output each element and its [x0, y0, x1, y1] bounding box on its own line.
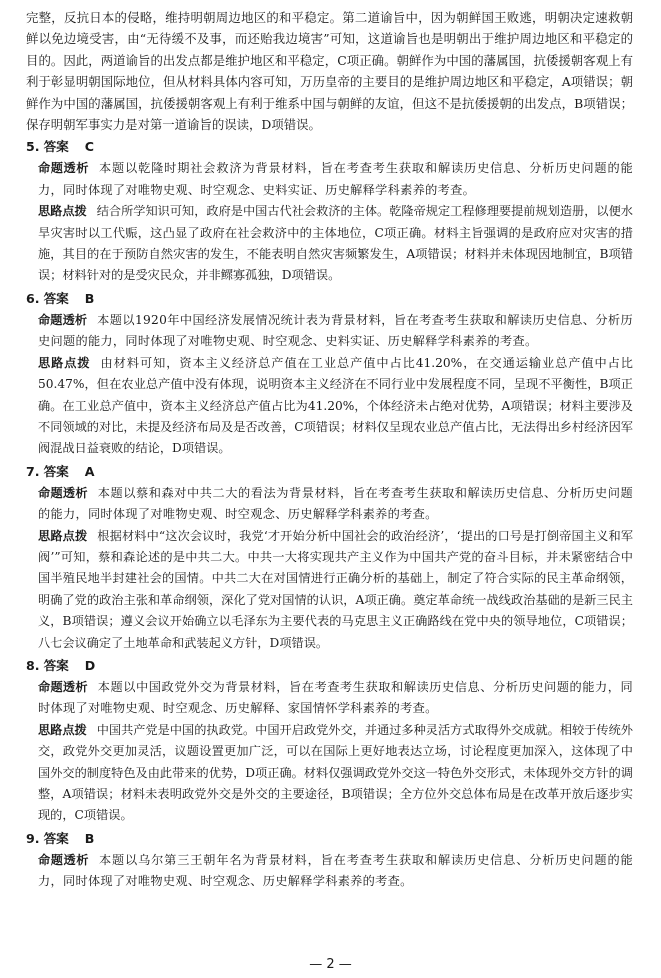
analysis-label: 命题透析 [38, 312, 88, 327]
answer-label: 答案 [43, 139, 69, 155]
page-number: — 2 — [309, 957, 352, 972]
analysis-text: 本题以中国政党外交为背景材料，旨在考查考生获取和解读历史信息、分析历史问题的能力，同时体现了对唯物史观、时空观念、历史解释、家国情怀学科素养的考查。 [38, 679, 633, 716]
question-8-analysis [26, 677, 633, 720]
question-8-hint [26, 720, 633, 827]
question-number: 8. [26, 657, 40, 673]
analysis-label: 命题透析 [38, 852, 89, 867]
answer-label: 答案 [43, 657, 69, 673]
question-8-answer [26, 655, 633, 677]
hint-label: 思路点拨 [38, 204, 87, 219]
question-7-hint [26, 526, 633, 654]
question-7-answer [26, 461, 633, 483]
question-number: 6. [26, 290, 40, 306]
question-9-analysis [26, 850, 633, 893]
hint-text: 结合所学知识可知，政府是中国古代社会救济的主体。乾隆帝规定工程修理要提前规划造册，以便水旱灾害时以工代赈，这凸显了政府在社会救济中的主体地位，C项正确。材料主旨强调的是政府应对灾害的措施，其目的在于预防自然灾害的发生，不能表明自然灾害频繁发生，A项错误；材料并未体现因地制宜，B项错误；材料针对的是受灾民众，并非鳏寡孤独，D项错误。 [38, 204, 633, 283]
answer-letter: C [84, 139, 94, 155]
hint-text: 中国共产党是中国的执政党。中国开启政党外交，并通过多种灵活方式取得外交成就。相较于传统外交，政党外交更加灵活，议题设置更加广泛，可以在国际上更好地表达立场，讨论程度更加深入，这体现了中国外交的制度特色及由此带来的优势，D项正确。材料仅强调政党外交这一特色外交形式，未体现外交方针的调整，A项错误；材料未表明政党外交是外交的主要途径，B项错误；全方位外交总体布局是在改革开放后逐步实现的，C项错误。 [38, 722, 633, 823]
intro-paragraph: 完整，反抗日本的侵略，维持明朝周边地区的和平稳定。第二道谕旨中，因为朝鲜国王败逃，明朝决定速救朝鲜以免边境受害，由“无待缓不及事，而还贻我边境害”可知，这道谕旨也是明朝出于维护周边地区和平稳定的目的。因此，两道谕旨的出发点都是维护地区和平稳定，C项正确。朝鲜作为中国的藩属国，抗倭援朝客观上有利于彰显明朝国际地位，但从材料具体内容可知，万历皇帝的主要目的是维护周边地区和平稳定，A项错误；朝鲜作为中国的藩属国，抗倭援朝客观上有利于维系中国与朝鲜的友谊，但这不是抗倭援朝的出发点，B项错误；保存明朝军事实力是对第一道谕旨的误读，D项错误。 [26, 10, 633, 133]
analysis-label: 命题透析 [38, 485, 88, 500]
hint-label: 思路点拨 [38, 722, 87, 737]
question-5-analysis [26, 158, 633, 201]
question-5-hint [26, 201, 633, 287]
answer-label: 答案 [43, 290, 69, 306]
answer-label: 答案 [43, 830, 69, 846]
analysis-text: 本题以1920年中国经济发展情况统计表为背景材料，旨在考查考生获取和解读历史信息、分析历史问题的能力，同时体现了对唯物史观、时空观念、史料实证、历史解释学科素养的考查。 [38, 312, 634, 349]
question-number: 9. [26, 830, 40, 846]
analysis-label: 命题透析 [38, 679, 88, 694]
question-7-analysis [26, 483, 633, 526]
hint-text: 根据材料中“这次会议时，我党‘才开始分析中国社会的政治经济’，‘提出的口号是打倒帝国主义和军阀’”可知，蔡和森论述的是中共二大。中共一大将实现共产主义作为中国共产党的奋斗目标，并未紧密结合中国半殖民地半封建社会的国情。中共二大在对国情进行正确分析的基础上，制定了符合实际的民主革命纲领，明确了党的政治主张和革命纲领，深化了党对国情的认识，A项正确。奠定革命统一战线政治基础的是新三民主义，B项错误；遵义会议开始确立以毛泽东为主要代表的马克思主义正确路线在党中央的领导地位，C项错误；八七会议确定了土地革命和武装起义方针，D项错误。 [38, 528, 634, 650]
hint-text: 由材料可知，资本主义经济总产值在工业总产值中占比41.20%，在交通运输业总产值中占比50.47%，但在农业总产值中没有体现，说明资本主义经济在不同行业中发展程度不同，呈现不平衡性，B项正确。在工业总产值中，资本主义经济总产值占比为41.20%，个体经济未占绝对优势，A项错误；材料主要涉及不同领域的对比，未提及经济布局及是否改善，C项错误；材料仅呈现农业总产值占比，无法得出乡村经济因军阀混战日益衰败的结论，D项错误。 [38, 355, 633, 456]
question-number: 5. [26, 139, 40, 155]
analysis-text: 本题以乌尔第三王朝年名为背景材料，旨在考查考生获取和解读历史信息、分析历史问题的能力，同时体现了对唯物史观、时空观念、历史解释学科素养的考查。 [38, 852, 634, 889]
question-5-answer [26, 136, 633, 158]
answer-letter: B [84, 290, 95, 306]
question-number: 7. [26, 463, 40, 479]
question-6-answer [26, 288, 633, 310]
answer-letter: B [84, 830, 95, 846]
answer-letter: A [84, 463, 95, 479]
question-9-answer [26, 828, 633, 850]
analysis-text: 本题以乾隆时期社会救济为背景材料，旨在考查考生获取和解读历史信息、分析历史问题的能力，同时体现了对唯物史观、时空观念、史料实证、历史解释学科素养的考查。 [38, 161, 634, 197]
answer-letter: D [84, 657, 96, 673]
hint-label: 思路点拨 [38, 528, 88, 543]
answer-label: 答案 [43, 463, 69, 479]
analysis-text: 本题以蔡和森对中共二大的看法为背景材料，旨在考查考生获取和解读历史信息、分析历史问题的能力，同时体现了对唯物史观、时空观念、历史解释学科素养的考查。 [38, 485, 633, 522]
question-6-analysis [26, 310, 633, 353]
analysis-label: 命题透析 [38, 161, 89, 176]
question-6-hint [26, 353, 633, 460]
hint-label: 思路点拨 [38, 355, 91, 370]
